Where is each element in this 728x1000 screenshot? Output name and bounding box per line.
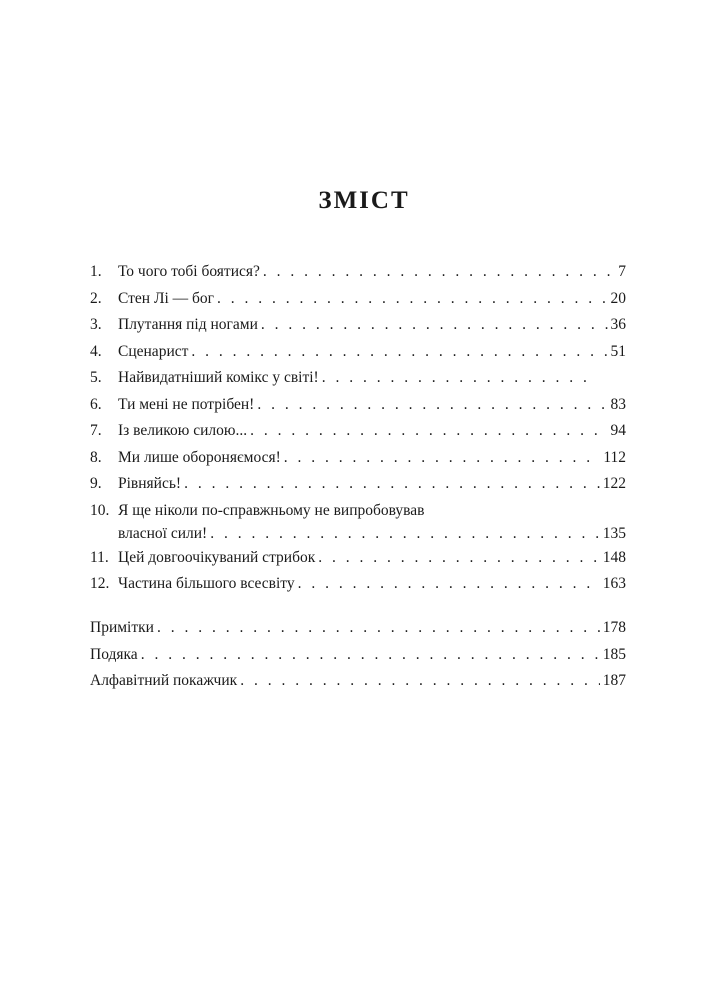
toc-entry-11[interactable] xyxy=(90,548,626,575)
toc-entry-number: 5. xyxy=(90,369,102,386)
dot-leader xyxy=(298,574,600,594)
toc-entry-page: 36 xyxy=(610,316,626,333)
dot-leader xyxy=(157,618,600,638)
dot-leader xyxy=(217,289,607,309)
toc-entry-title: Подяка xyxy=(90,645,138,663)
toc-entry-number: 7. xyxy=(90,422,102,439)
toc-entry-title: Алфавітний покажчик xyxy=(90,672,238,689)
toc-entry-6[interactable] xyxy=(90,395,626,422)
dot-leader xyxy=(257,395,607,415)
toc-entry-title-line2: власної сили! xyxy=(118,524,208,542)
dot-leader xyxy=(240,671,600,691)
toc-entry-page: 178 xyxy=(602,619,626,636)
toc-entry-number: 8. xyxy=(90,448,102,466)
toc-entry-title: Із великою силою... xyxy=(118,422,248,439)
toc-entry-index[interactable] xyxy=(90,671,626,698)
toc-entry-number: 2. xyxy=(90,289,102,307)
dot-leader xyxy=(250,421,607,441)
toc-entry-page: 83 xyxy=(610,395,626,413)
toc-entry-number: 9. xyxy=(90,475,102,492)
dot-leader xyxy=(210,524,600,544)
toc-entry-number: 12. xyxy=(90,575,110,592)
toc-entry-page: 187 xyxy=(602,672,626,689)
dot-leader xyxy=(261,315,608,335)
dot-leader xyxy=(141,645,600,665)
toc-entry-4[interactable] xyxy=(90,342,626,369)
toc-entry-page: 7 xyxy=(618,263,626,280)
toc-entry-number: 10. xyxy=(90,501,110,519)
dot-leader xyxy=(263,262,615,282)
toc-entry-page: 51 xyxy=(610,342,626,360)
toc-entry-acknowledgements[interactable] xyxy=(90,645,626,672)
toc-entry-9[interactable] xyxy=(90,474,626,501)
toc-entry-title: То чого тобі боятися? xyxy=(118,263,260,280)
toc-entry-12[interactable] xyxy=(90,574,626,601)
dot-leader xyxy=(284,448,601,468)
toc-entry-page: 122 xyxy=(602,475,626,492)
toc-entry-number: 6. xyxy=(90,395,102,413)
dot-leader xyxy=(318,548,600,568)
back-matter-list xyxy=(90,618,626,698)
toc-entry-page: 112 xyxy=(603,448,626,466)
page-title: ЗМІСТ xyxy=(318,187,410,214)
toc-entry-title: Сценарист xyxy=(118,342,189,360)
toc-entry-8[interactable] xyxy=(90,448,626,475)
toc-entry-number: 1. xyxy=(90,263,102,280)
toc-entry-title: Частина більшого всесвіту xyxy=(118,575,295,592)
toc-entry-page: 185 xyxy=(602,645,626,663)
toc-entry-page: 135 xyxy=(602,524,626,542)
toc-entry-10[interactable] xyxy=(90,501,626,548)
toc-entry-page: 20 xyxy=(610,289,626,307)
toc-entry-title: Цей довгоочікуваний стрибок xyxy=(118,548,316,566)
toc-entry-title: Плутання під ногами xyxy=(118,316,258,333)
table-of-contents xyxy=(90,262,626,601)
toc-entry-title-line1: Я ще ніколи по-справжньому не випробовував xyxy=(118,501,425,519)
toc-entry-1[interactable] xyxy=(90,262,626,289)
toc-entry-7[interactable] xyxy=(90,421,626,448)
toc-entry-page: 148 xyxy=(602,548,626,566)
toc-entry-number: 11. xyxy=(90,548,109,566)
toc-entry-notes[interactable] xyxy=(90,618,626,645)
toc-entry-page: 94 xyxy=(610,422,626,439)
dot-leader xyxy=(184,474,600,494)
dot-leader xyxy=(191,342,607,362)
toc-entry-title: Найвидатніший комікс у світі! xyxy=(118,369,319,386)
toc-entry-title: Рівняйсь! xyxy=(118,475,182,492)
toc-entry-title: Примітки xyxy=(90,619,154,636)
toc-entry-title: Ми лише обороняємося! xyxy=(118,448,281,466)
toc-entry-page: 163 xyxy=(602,575,626,592)
toc-entry-number: 3. xyxy=(90,316,102,333)
dot-leader xyxy=(322,368,590,388)
toc-entry-5[interactable] xyxy=(90,368,626,395)
toc-entry-title: Стен Лі — бог xyxy=(118,289,215,307)
toc-entry-number: 4. xyxy=(90,342,102,360)
toc-entry-title: Ти мені не потрібен! xyxy=(118,395,255,413)
toc-entry-3[interactable] xyxy=(90,315,626,342)
toc-entry-2[interactable] xyxy=(90,289,626,316)
